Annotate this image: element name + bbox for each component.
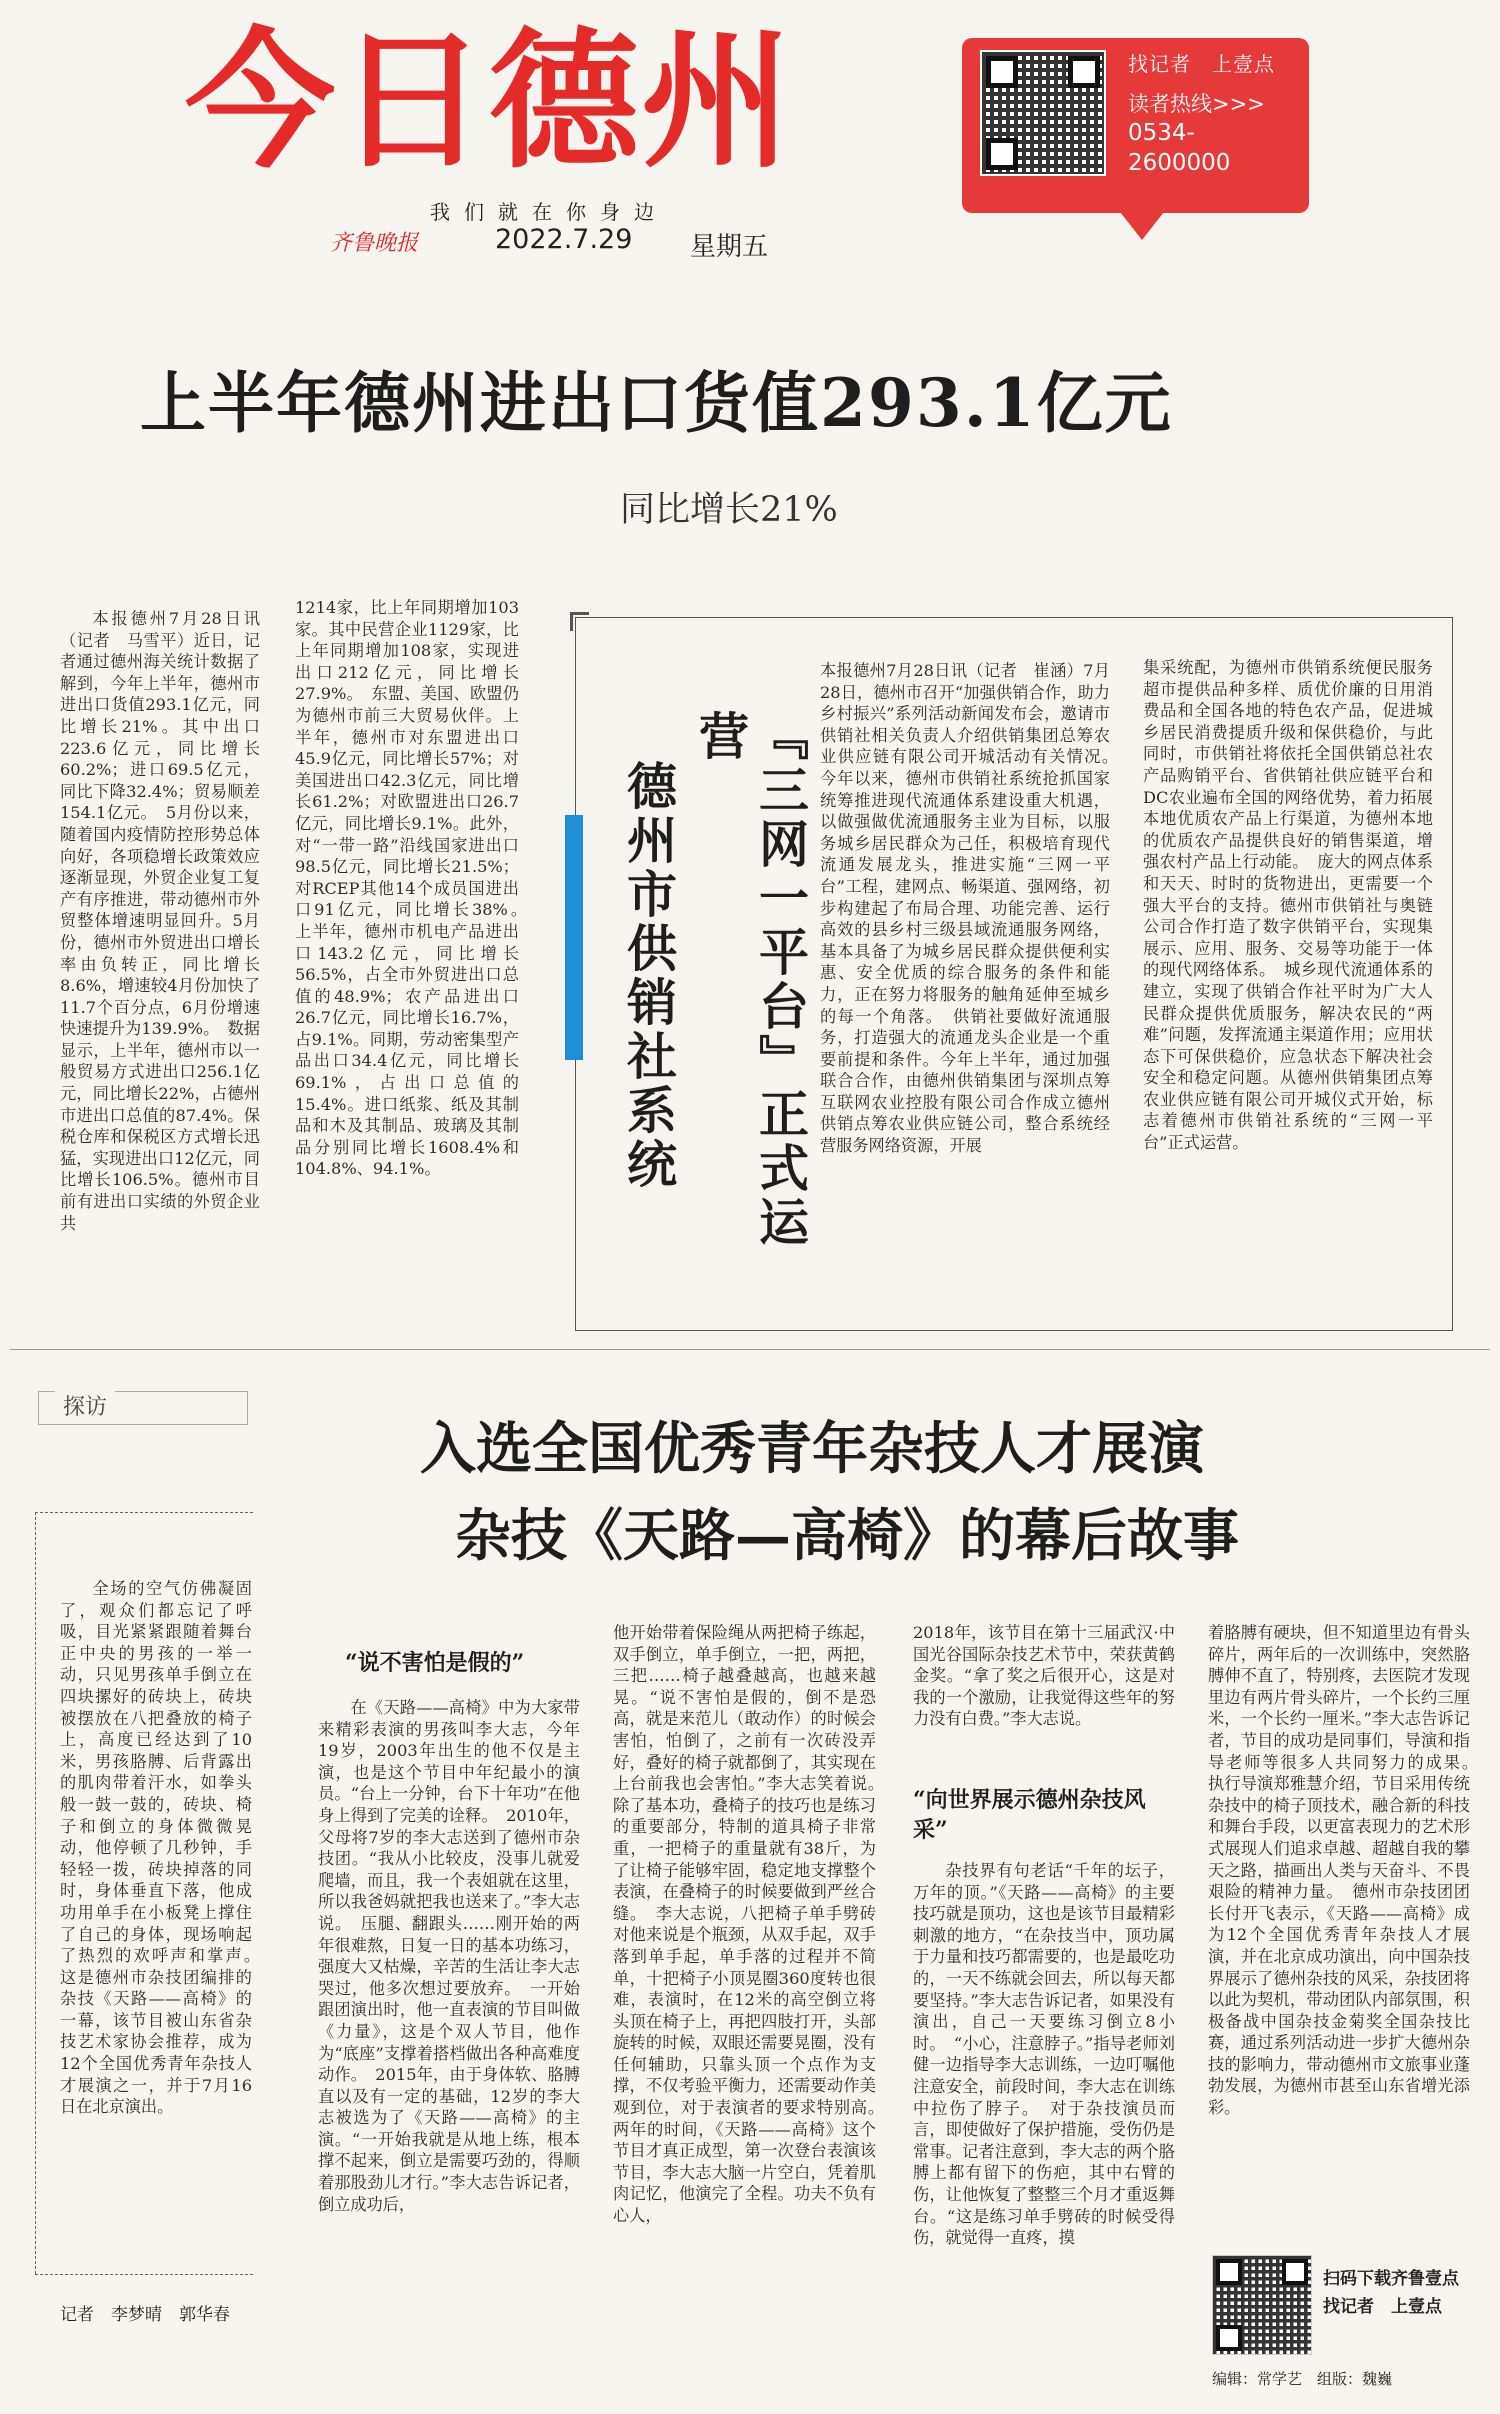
boxed-story-column-1: 本报德州7月28日讯（记者 崔涵）7月28日，德州市召开“加强供销合作，助力乡村振兴”系列活动新闻发布会，邀请市供销社相关负责人介绍供销集团总筹农业供应链有限公司开城活动有关情况。 今年以来，德州市供销社系统抢抓国家统筹推进现代流通体系建设重大机遇，以做强做优流通服务主业为目标，以服务城乡居民群众为己任，积极培育现代流通发展龙头，推进实施“三网一平台”工程，建网点、畅渠道、强网络，初步构建起了布局合理、功能完善、运行高效的县乡村三级县域流通服务网络，基本具备了为城乡居民群众提供便利实惠、安全优质的综合服务的条件和能力，正在努力将服务的触角延伸至城乡的每一个角落。 供销社要做好流通服务，打造强大的流通龙头企业是一个重要前提和条件。今年上半年，通过加强联合合作，由德州供销集团与深圳点筹互联网农业控股有限公司合作成立德州供销点筹农业供应链公司，整合系统经营服务网络资源，开展 xyxy=(820,661,1127,1156)
hotline-label: 读者热线>>> xyxy=(1128,92,1265,116)
masthead-title: 今日德州 xyxy=(185,15,794,189)
paper-logo: 齐鲁晚报 xyxy=(330,231,419,256)
lead-box-bottom-border xyxy=(35,2274,253,2275)
footer-qr-caption-1: 扫码下载齐鲁壹点 xyxy=(1323,2269,1459,2289)
section-tag: 探访 xyxy=(55,1390,115,1421)
lead-subheadline: 同比增长21% xyxy=(620,490,838,530)
qr-code-icon[interactable] xyxy=(980,50,1106,176)
frame-corner xyxy=(570,612,589,631)
find-reporter-label: 找记者 上壹点 xyxy=(1128,52,1275,76)
feature-subhead-1: “说不害怕是假的” xyxy=(345,1650,525,1676)
feature-byline: 记者 李梦晴 郭华春 xyxy=(60,2305,230,2325)
lead-box-top-border xyxy=(35,1512,253,1513)
boxed-story-title-line1: 『三网一平台』正式运营 xyxy=(691,710,810,1250)
issue-date: 2022.7.29 xyxy=(495,224,633,255)
lead-box-left-border xyxy=(35,1512,36,2274)
feature-column-4: 着胳膊有硬块，但不知道里边有骨头碎片，两年后的一次训练中，突然胳膊伸不直了，特别疼，去医院才发现里边有两片骨头碎片，一个长约三厘米，一个长约一厘米。”李大志告诉记者，节目的成功是同事们，导演和指导老师等很多人共同努力的成果。 执行导演郑雅慧介绍，节目采用传统杂技中的椅子顶技术，融合新的科技和舞台手段，以更富表现力的艺术形式展现人们追求卓越、超越自我的攀天之路，描画出人类与天奋斗、不畏艰险的精神力量。 德州市杂技团团长付开飞表示，《天路——高椅》成为12个全国优秀青年杂技人才展演，并在北京成功演出，向中国杂技界展示了德州杂技的风采，杂技团将以此为契机，带动团队内部氛围，积极备战中国杂技金菊奖全国杂技比赛，通过系列活动进一步扩大德州杂技的影响力，带动德州市文旅事业蓬勃发展，为德州市甚至山东省增光添彩。 xyxy=(1208,1623,1487,2118)
accent-bar xyxy=(565,815,583,1060)
feature-column-2: 他开始带着保险绳从两把椅子练起，双手倒立，单手倒立，一把，两把，三把……椅子越叠越高，也越来越晃。“说不害怕是假的，倒不是恐高，就是来范儿（敢动作）的时候会害怕，怕倒了，之前有一次砖没弄好，叠好的椅子就都倒了，其实现在上台前我也会害怕。”李大志笑着说。 除了基本功，叠椅子的技巧也是练习的重要部分，特制的道具椅子非常重，一把椅子的重量就有38斤，为了让椅子能够牢固，稳定地支撑整个表演，在叠椅子的时候要做到严丝合缝。 李大志说，八把椅子单手劈砖对他来说是个瓶颈，从双手起，双手落到单手起，单手落的过程并不简单，十把椅子小顶晃圈360度转也很难，表演时，在12米的高空倒立将头顶在椅子上，再把四肢打开，头部旋转的时候，双眼还需要晃圈，没有任何辅助，只靠头顶一个点作为支撑，不仅考验平衡力，还需要动作美观到位，对于表演者的要求特别高。 两年的时间，《天路——高椅》这个节目才真正成型，第一次登台表演该节目，李大志大脑一片空白，凭着肌肉记忆，他演完了全程。功夫不负有心人， xyxy=(613,1623,893,2226)
feature-column-3b: 杂技界有句老话“千年的坛子，万年的顶。”《天路——高椅》的主要技巧就是顶功，这也是该节目最精彩刺激的地方，“在杂技当中，顶功属于力量和技巧都需要的，也是最吃功的，一天不练就会回去，所以每天都要坚持。”李大志告诉记者，如果没有演出，自己一天要练习倒立8小时。 “小心，注意脖子。”指导老师刘健一边指导李大志训练，一边叮嘱他注意安全，前段时间，李大志在训练中拉伤了脖子。 对于杂技演员而言，即使做好了保护措施，受伤仍是常事。记者注意到，李大志的两个胳膊上都有留下的伤疤，其中右臂的伤，让他恢复了整整三个月才重返舞台。“这是练习单手劈砖的时候受得伤，就觉得一直疼，摸 xyxy=(913,1861,1175,2248)
lead-headline: 上半年德州进出口货值293.1亿元 xyxy=(140,364,1173,442)
masthead-tagline: 我们就在你身边 xyxy=(430,200,668,224)
hotline-number-line2: 2600000 xyxy=(1128,150,1231,176)
footer-editor-credit: 编辑：常学艺 组版：魏巍 xyxy=(1212,2370,1393,2388)
section-divider xyxy=(10,1349,1490,1350)
issue-weekday: 星期五 xyxy=(690,232,769,262)
feature-headline-line2: 杂技《天路—高椅》的幕后故事 xyxy=(455,1503,1239,1569)
hotline-number-line1: 0534- xyxy=(1128,120,1195,146)
lead-story-column-2: 1214家，比上年同期增加103家。其中民营企业1129家，比上年同期增加108家，实现进出口212亿元，同比增长27.9%。 东盟、美国、欧盟仍为德州市前三大贸易伙伴。上半年，德州市对东盟进出口45.9亿元，同比增长57%；对美国进出口42.3亿元，同比增长61.2%；对欧盟进出口26.7亿元，同比增长9.1%。此外，对“一带一路”沿线国家进出口98.5亿元，同比增长21.5%；对RCEP其他14个成员国进出口91亿元，同比增长38%。 上半年，德州市机电产品进出口143.2亿元，同比增长56.5%，占全市外贸进出口总值的48.9%；农产品进出口26.7亿元，同比增长16.7%，占9.1%。同期，劳动密集型产品出口34.4亿元，同比增长69.1%，占出口总值的15.4%。进口纸浆、纸及其制品和木及其制品、玻璃及其制品分别同比增长1608.4%和104.8%、94.1%。 xyxy=(295,598,536,1179)
feature-subhead-2: “向世界展示德州杂技风采” xyxy=(913,1787,1146,1843)
boxed-story-title-line2: 德州市供销社系统 xyxy=(619,760,678,1192)
feature-headline-line1: 入选全国优秀青年杂技人才展演 xyxy=(420,1416,1204,1482)
feature-column-1: 在《天路——高椅》中为大家带来精彩表演的男孩叫李大志，今年19岁，2003年出生的他不仅是主演，也是这个节目中年纪最小的演员。“台上一分钟，台下十年功”在他身上得到了完美的诠释。 2010年，父母将7岁的李大志送到了德州市杂技团。“我从小比较皮，没事儿就爱爬墙，而且，我一个表姐就在这里，所以我爸妈就把我也送来了。”李大志说。 压腿、翻跟头……刚开始的两年很难熬，日复一日的基本功练习，强度大又枯燥，辛苦的生活让李大志哭过，他多次想过要放弃。 一开始跟团演出时，他一直表演的节目叫做《力量》，这是个双人节目，他作为“底座”支撑着搭档做出各种高难度动作。 2015年，由于身体软、胳膊直以及有一定的基础，12岁的李大志被选为了《天路——高椅》的主演。“一开始我就是从地上练，根本撑不起来，倒立是需要巧劲的，得顺着那股劲儿才行。”李大志告诉记者，倒立成功后， xyxy=(318,1698,580,2214)
feature-lead: 全场的空气仿佛凝固了，观众们都忘记了呼吸，目光紧紧跟随着舞台正中央的男孩的一举一动，只见男孩单手倒立在四块摞好的砖块上，砖块被摆放在八把叠放的椅子上，高度已经达到了10米，男孩胳膊、后背露出的肌肉带着汗水，如拳头般一鼓一鼓的，砖块、椅子和倒立的身体微微晃动，他停顿了几秒钟，手轻轻一拨，砖块掉落的同时，身体垂直下落，他成功用单手在小板凳上撑住了自己的身体，现场响起了热烈的欢呼声和掌声。 这是德州市杂技团编排的杂技《天路——高椅》的一幕，该节目被山东省杂技艺术家协会推荐，成为12个全国优秀青年杂技人才展演之一，并于7月16日在北京演出。 xyxy=(60,1579,269,2117)
boxed-story-column-2: 集采统配，为德州市供销系统便民服务超市提供品种多样、质优价廉的日用消费品和全国各地的特色农产品，促进城乡居民消费提质升级和保供稳价，与此同时，市供销社将依托全国供销总社农产品购销平台、省供销社供应链平台和DC农业遍布全国的网络优势，着力拓展本地优质农产品上行渠道，为德州本地的优质农产品提供良好的销售渠道，增强农村产品上行动能。 庞大的网点体系和天天、时时的货物进出，更需要一个强大平台的支持。德州市供销社与奥链公司合作打造了数字供销平台，实现集展示、应用、服务、交易等功能于一体的现代网络体系。 城乡现代流通体系的建立，实现了供销合作社平时为广大人民群众提供优质服务，解决农民的“两难”问题，发挥流通主渠道作用；应用状态下可保供稳价，应急状态下解决社会安全和稳定问题。从德州供销集团点筹农业供应链有限公司开城仪式开始，标志着德州市供销社系统的“三网一平台”正式运营。 xyxy=(1143,658,1433,1153)
footer-qr-code-icon[interactable] xyxy=(1212,2255,1312,2355)
footer-qr-caption-2: 找记者 上壹点 xyxy=(1323,2297,1442,2317)
lead-story-column-1: 本报德州7月28日讯（记者 马雪平）近日，记者通过德州海关统计数据了解到，今年上半年，德州市进出口货值293.1亿元，同比增长21%。其中出口223.6亿元，同比增长60.2%；进口69.5亿元，同比下降32.4%；贸易顺差154.1亿元。 5月份以来，随着国内疫情防控形势总体向好，各项稳增长政策效应逐渐显现，外贸企业复工复产有序推进，带动德州市外贸整体增速明显回升。5月份，德州市外贸进出口增长率由负转正，同比增长8.6%，增速较4月份加快了11.7个百分点，6月份增速快速提升为139.9%。 数据显示，上半年，德州市以一般贸易方式进出口256.1亿元，同比增长22%，占德州市进出口总值的87.4%。保税仓库和保税区方式增长迅猛，实现进出口12亿元，同比增长106.5%。德州市目前有进出口实绩的外贸企业共 xyxy=(60,609,260,1233)
feature-column-3a: 2018年，该节目在第十三届武汉·中国光谷国际杂技艺术节中，荣获黄鹤金奖。“拿了奖之后很开心，这是对我的一个激励，让我觉得这些年的努力没有白费。”李大志说。 xyxy=(913,1623,1175,1729)
hotline-box-tail xyxy=(1120,212,1164,240)
